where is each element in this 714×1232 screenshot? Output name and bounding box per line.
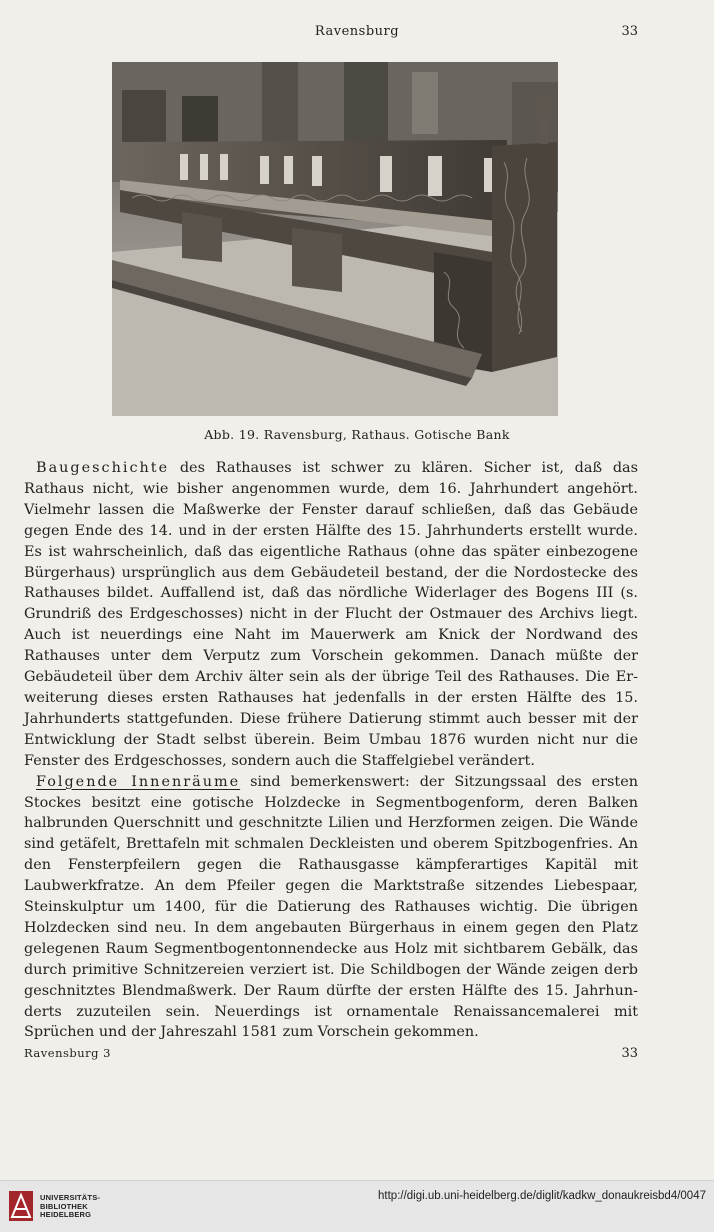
signature-mark: Ravensburg 3 [24,1046,111,1060]
permalink-url[interactable]: http://digi.ub.uni-heidelberg.de/diglit/kadkw_donaukreisbd4/0047 [378,1190,706,1202]
body-text [24,458,638,1043]
paragraph-term: Folgende Innenräume [36,773,241,790]
paragraph-innenraeume [24,772,638,1044]
running-title: Ravensburg [314,24,400,39]
running-head [0,24,714,46]
logo-line: BIBLIOTHEK [40,1201,88,1211]
paragraph-text: sind bemerkenswert: der Sitzungssaal des ersten Stockes besitzt eine gotische Holzdecke in Segmentbogenform, deren Balken halbrunden Querschnitt und geschnitzte Lilien und Herzformen zeigen. Die Wände sind getäfelt, Brettafeln mit schmalen Deckleisten und oberem Spitzbogenfries. An den Fensterpfeilern gegen die Rathausgasse kämpferartiges Kapitäl mit Laubwerkfratze. An dem Pfeiler gegen die Marktstraße sitzendes Liebespaar, Steinskulptur um 1400, für die Datierung des Rathauses wichtig. Die übrigen Holzdecken sind neu. In dem angebauten Bürgerhaus in einem gegen den Platz gelegenen Raum Segmentbogentonnendecke aus Holz mit sichtbarem Gebälk, das durch primitive Schnitzereien verziert ist. Die Schildbogen der Wände zeigen derb geschnitztes Blendmaßwerk. Der Raum dürfte der ersten Hälfte des 15. Jahrhunderts zuzuteilen sein. Neuerdings ist ornamentale Renaissancemalerei mit Sprüchen und der Jahreszahl 1581 zum Vorschein gekommen. [24,773,638,1041]
page-footer [24,1046,638,1066]
library-logo[interactable] [8,1189,168,1223]
logo-line: HEIDELBERG [40,1210,92,1219]
logo-line: UNIVERSITÄTS- [40,1193,101,1202]
paragraph-baugeschichte [24,458,638,772]
bench-photo-illustration [112,62,558,416]
footer-page-number: 33 [621,1046,638,1061]
heidelberg-university-library-logo-icon [8,1189,34,1223]
paragraph-term: Baugeschichte [36,460,170,476]
figure-caption: Abb. 19. Ravensburg, Rathaus. Gotische Bank [204,427,510,442]
paragraph-text: des Rathauses ist schwer zu klären. Sicher ist, daß das Rathaus nicht, wie bisher angenommen wurde, dem 16. Jahrhundert angehört. Vielmehr lassen die Maßwerke der Fenster darauf schließen, daß das Gebäude gegen Ende des 14. und in der ersten Hälfte des 15. Jahrhunderts erstellt wurde. Es ist wahrscheinlich, daß das eigentliche Rathaus (ohne das später einbezogene Bürgerhaus) ursprünglich aus dem Gebäudeteil bestand, der die Nordostecke des Rathauses bildet. Auffallend ist, daß das nördliche Widerlager des Bogens III (s. Grundriß des Erdgeschosses) nicht in der Flucht der Ostmauer des Archivs liegt. Auch ist neuerdings eine Naht im Mauerwerk am Knick der Nordwand des Rathauses unter dem Verputz zum Vorschein gekommen. Danach müßte der Gebäudeteil über dem Archiv älter sein als der übrige Teil des Rathauses. Die Erweiterung dieses ersten Rathauses hat jedenfalls in der ersten Hälfte des 15. Jahrhunderts stattgefunden. Diese frühere Datierung stimmt auch besser mit der Entwicklung der Stadt selbst überein. Beim Umbau 1876 wurden nicht nur die Fenster des Erdgeschosses, sondern auch die Staffelgiebel verändert. [24,460,638,769]
page-number: 33 [621,24,638,39]
library-logo-text [40,1194,100,1220]
viewer-footer-bar [0,1180,714,1232]
photo-gothic-bench [112,62,558,416]
